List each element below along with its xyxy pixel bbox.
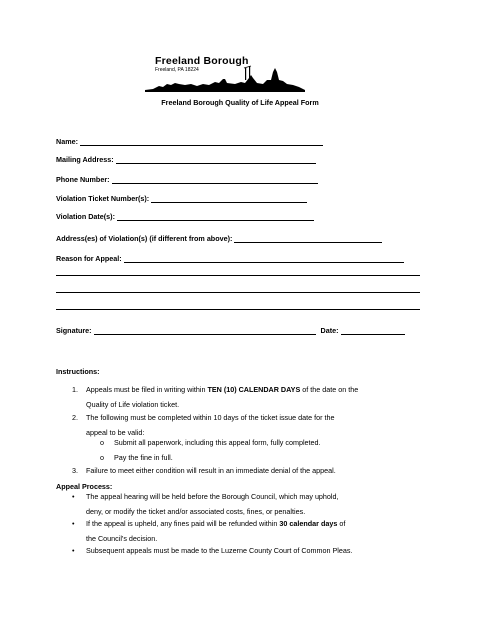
logo-subtitle: Freeland, PA 18224 bbox=[155, 67, 199, 73]
violation-address-line[interactable] bbox=[234, 234, 382, 243]
appeal-2-line-1: If the appeal is upheld, any fines paid will be refunded within 30 calendar days of bbox=[86, 519, 346, 528]
reason-line-2[interactable] bbox=[56, 275, 420, 276]
reason-line-4[interactable] bbox=[56, 309, 420, 310]
appeal-1-line-1: The appeal hearing will be held before the Borough Council, which may uphold, bbox=[86, 492, 339, 501]
instruction-2-sub-1: Submit all paperwork, including this appeal form, fully completed. bbox=[114, 438, 321, 447]
mailing-address-label: Mailing Address: bbox=[56, 155, 114, 164]
instruction-1-line-2: Quality of Life violation ticket. bbox=[86, 399, 180, 409]
name-field[interactable] bbox=[56, 136, 323, 146]
mailing-address-line[interactable] bbox=[116, 155, 316, 164]
violation-ticket-field[interactable] bbox=[56, 193, 307, 203]
instruction-2-line-1: The following must be completed within 10 days of the ticket issue date for the bbox=[86, 413, 335, 422]
violation-address-field[interactable] bbox=[56, 233, 382, 243]
instruction-1-line-1: Appeals must be filed in writing within TEN (10) CALENDAR DAYS of the date on the bbox=[86, 385, 359, 394]
reason-field[interactable] bbox=[56, 253, 404, 263]
appeal-1-line-2: deny, or modify the ticket and/or associated costs, fines, or penalties. bbox=[86, 506, 306, 516]
logo-title: Freeland Borough bbox=[155, 55, 249, 67]
violation-dates-label: Violation Date(s): bbox=[56, 212, 115, 221]
violation-address-label: Address(es) of Violation(s) (if different from above): bbox=[56, 234, 233, 243]
sub-bullet-1: o bbox=[100, 438, 104, 447]
instruction-2-line-2: appeal to be valid: bbox=[86, 427, 145, 437]
appeal-3-line-1: Subsequent appeals must be made to the Luzerne County Court of Common Pleas. bbox=[86, 546, 353, 555]
signature-field[interactable] bbox=[56, 325, 405, 335]
violation-dates-field[interactable] bbox=[56, 211, 314, 221]
violation-dates-line[interactable] bbox=[117, 212, 314, 221]
violation-ticket-line[interactable] bbox=[151, 194, 307, 203]
instruction-number-3: 3. bbox=[72, 466, 78, 475]
signature-line[interactable] bbox=[94, 326, 316, 335]
date-line[interactable] bbox=[341, 326, 405, 335]
signature-label: Signature: bbox=[56, 326, 92, 335]
reason-label: Reason for Appeal: bbox=[56, 254, 122, 263]
appeal-2-line-2: the Council's decision. bbox=[86, 533, 158, 543]
instruction-3-line-1: Failure to meet either condition will result in an immediate denial of the appeal. bbox=[86, 466, 336, 475]
form-title: Freeland Borough Quality of Life Appeal Form bbox=[161, 98, 319, 107]
borough-logo bbox=[145, 50, 305, 92]
reason-line[interactable] bbox=[124, 254, 404, 263]
instruction-number-1: 1. bbox=[72, 385, 78, 394]
appeal-bullet-3: • bbox=[72, 546, 75, 555]
mailing-address-field[interactable] bbox=[56, 154, 316, 164]
reason-line-3[interactable] bbox=[56, 292, 420, 293]
name-line[interactable] bbox=[80, 137, 323, 146]
violation-ticket-label: Violation Ticket Number(s): bbox=[56, 194, 150, 203]
instructions-title: Instructions: bbox=[56, 367, 100, 376]
appeal-bullet-1: • bbox=[72, 492, 75, 501]
name-label: Name: bbox=[56, 137, 78, 146]
date-label: Date: bbox=[320, 326, 339, 335]
instruction-number-2: 2. bbox=[72, 413, 78, 422]
appeal-process-title: Appeal Process: bbox=[56, 482, 113, 491]
phone-number-field[interactable] bbox=[56, 174, 318, 184]
instruction-2-sub-2: Pay the fine in full. bbox=[114, 452, 173, 462]
appeal-bullet-2: • bbox=[72, 519, 75, 528]
phone-number-line[interactable] bbox=[112, 175, 318, 184]
phone-number-label: Phone Number: bbox=[56, 175, 110, 184]
sub-bullet-2: o bbox=[100, 452, 104, 462]
